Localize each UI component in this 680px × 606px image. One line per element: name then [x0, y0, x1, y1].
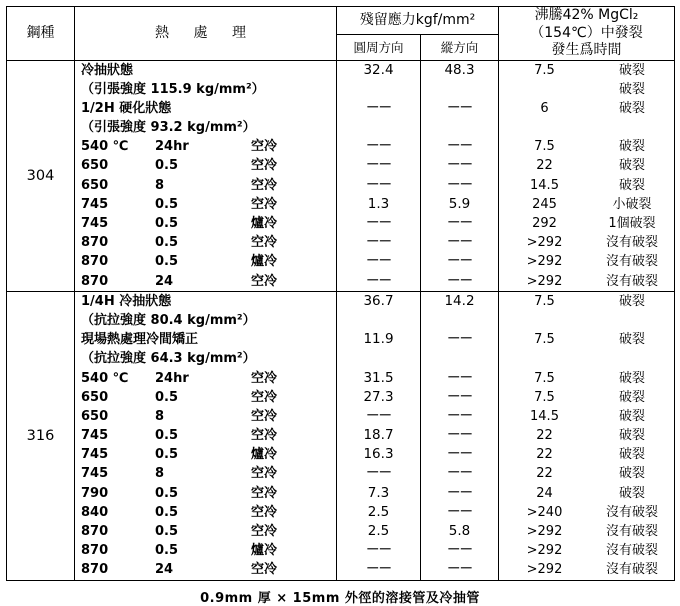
longitudinal-value: －－ — [447, 138, 472, 155]
longitudinal-value: －－ — [447, 484, 472, 501]
crack-time-value: >292 — [526, 524, 563, 539]
treatment-row — [75, 252, 336, 271]
circumferential-value: －－ — [366, 253, 391, 270]
treatment-row: （引張強度 115.9 kg/mm²） — [81, 81, 265, 97]
circumferential-list-304 — [337, 61, 420, 291]
circumferential-value: 2.5 — [367, 523, 390, 539]
circumferential-value: －－ — [366, 234, 391, 251]
crack-result-value: 沒有破裂 — [605, 254, 658, 270]
treatment-time: 0.5 — [155, 504, 179, 520]
longitudinal-value: －－ — [447, 253, 472, 270]
treatment-row — [75, 176, 336, 195]
crack-time-value: 6 — [540, 100, 549, 116]
longitudinal-value: －－ — [447, 272, 472, 289]
treatment-cooling: 空冷 — [251, 504, 278, 520]
treatment-time: 0.5 — [155, 216, 179, 231]
longitudinal-value: －－ — [447, 503, 472, 520]
crack-result-value: 沒有破裂 — [605, 273, 658, 289]
circumferential-value: －－ — [366, 272, 391, 289]
circumferential-value: 27.3 — [363, 388, 394, 405]
treatment-time: 0.5 — [155, 254, 179, 270]
header-mgcl2 — [499, 7, 675, 61]
table-row — [7, 60, 675, 291]
longitudinal-cell-304 — [421, 60, 499, 291]
longitudinal-value: －－ — [447, 446, 472, 463]
treatment-time: 0.5 — [155, 389, 179, 405]
treatment-row — [75, 560, 336, 579]
treatment-temp: 540 ℃ — [81, 370, 129, 386]
longitudinal-value: －－ — [447, 407, 472, 424]
longitudinal-value: －－ — [447, 542, 472, 559]
crack-time-value: 22 — [536, 158, 553, 174]
crack-time-value: >292 — [526, 543, 563, 559]
treatment-time: 0.5 — [155, 447, 179, 463]
treatment-row — [75, 445, 336, 464]
longitudinal-value: －－ — [447, 215, 472, 231]
longitudinal-value — [421, 311, 498, 330]
treatment-row: （抗拉強度 64.3 kg/mm²） — [81, 351, 256, 367]
treatment-cooling: 空冷 — [251, 139, 278, 155]
treatment-temp: 650 — [81, 177, 109, 193]
header-mgcl2-line2: （154℃）中發裂 — [530, 24, 643, 41]
crack-result-value — [590, 349, 674, 368]
crack-result-value: 沒有破裂 — [605, 504, 658, 520]
treatment-row — [75, 214, 336, 233]
treatment-temp: 745 — [81, 447, 109, 463]
crack-result-value: 破裂 — [618, 370, 645, 386]
header-mgcl2-line1: 沸騰42% MgCl₂ — [534, 7, 639, 23]
treatment-time: 0.5 — [155, 485, 179, 501]
time-list-316 — [499, 292, 590, 580]
treatment-temp: 790 — [81, 485, 109, 501]
treatment-cooling: 爐冷 — [251, 447, 278, 463]
circumferential-value: －－ — [366, 157, 391, 174]
crack-result-value: 破裂 — [618, 428, 645, 444]
treatment-cooling: 爐冷 — [251, 543, 278, 559]
treatment-row — [75, 388, 336, 407]
crack-time-value: 7.5 — [534, 370, 555, 386]
circumferential-value: 1.3 — [367, 195, 390, 212]
treatment-row — [75, 426, 336, 445]
treatment-time: 0.5 — [155, 235, 179, 251]
longitudinal-value — [421, 80, 498, 99]
treatment-cooling: 空冷 — [251, 408, 278, 424]
treatment-row — [75, 484, 336, 503]
longitudinal-value: －－ — [447, 157, 472, 174]
crack-time-value: 14.5 — [530, 408, 559, 424]
crack-result-value: 破裂 — [618, 62, 645, 78]
crack-time-value — [499, 311, 590, 330]
crack-result-value: 破裂 — [618, 485, 645, 501]
treatment-time: 24 — [155, 273, 174, 289]
longitudinal-value: 48.3 — [444, 61, 475, 78]
treatment-cooling: 空冷 — [251, 370, 278, 386]
treatment-temp: 650 — [81, 389, 109, 405]
circumferential-value — [337, 311, 420, 330]
crack-time-value: 14.5 — [530, 177, 559, 193]
result-list-304 — [590, 61, 674, 291]
treatment-temp: 650 — [81, 408, 109, 424]
treatment-temp: 745 — [81, 428, 109, 444]
longitudinal-value: 5.9 — [448, 195, 471, 212]
crack-result-value: 破裂 — [618, 332, 645, 348]
longitudinal-value: －－ — [447, 234, 472, 251]
treatment-time: 24 — [155, 562, 174, 578]
treatment-list-304 — [75, 61, 336, 291]
crack-result-value: 沒有破裂 — [605, 543, 658, 559]
circumferential-value: －－ — [366, 215, 391, 231]
crack-time-value: 7.5 — [534, 293, 555, 309]
longitudinal-value: 14.2 — [444, 292, 475, 309]
treatment-cooling: 爐冷 — [251, 254, 278, 270]
crack-time-value — [499, 349, 590, 368]
header-residual-stress: 殘留應力kgf/mm² — [337, 7, 499, 35]
longitudinal-list-316 — [421, 292, 498, 580]
treatment-time: 0.5 — [155, 428, 179, 444]
crack-result-value: 破裂 — [618, 158, 645, 174]
crack-result-value: 破裂 — [618, 389, 645, 405]
treatment-row: 1/2H 硬化狀態 — [81, 100, 172, 116]
treatment-list-316 — [75, 292, 336, 580]
treatment-row — [75, 541, 336, 560]
treatment-cooling: 空冷 — [251, 524, 278, 539]
treatment-row — [75, 233, 336, 252]
circumferential-value: －－ — [366, 99, 391, 116]
circumferential-value: 36.7 — [363, 292, 394, 309]
header-row-top — [7, 7, 675, 35]
treatment-row: 1/4H 冷抽狀態 — [81, 293, 172, 309]
treatment-temp: 870 — [81, 562, 109, 578]
treatment-cooling: 空冷 — [251, 273, 278, 289]
longitudinal-value: －－ — [447, 176, 472, 193]
crack-result-value — [590, 118, 674, 137]
longitudinal-value: 5.8 — [448, 523, 471, 539]
treatment-temp: 745 — [81, 466, 109, 482]
circumferential-value — [337, 80, 420, 99]
circumferential-value: 2.5 — [367, 503, 390, 520]
time-list-304 — [499, 61, 590, 291]
treatment-cooling: 爐冷 — [251, 216, 278, 231]
treatment-cooling: 空冷 — [251, 466, 278, 482]
crack-result-value — [590, 311, 674, 330]
longitudinal-value: －－ — [447, 331, 472, 348]
treatment-cooling: 空冷 — [251, 158, 278, 174]
circumferential-value: 7.3 — [367, 484, 390, 501]
treatment-time: 8 — [155, 408, 165, 424]
crack-result-value: 破裂 — [618, 100, 645, 116]
crack-result-value: 破裂 — [618, 81, 645, 97]
crack-time-value: >292 — [526, 254, 563, 270]
circumferential-value — [337, 118, 420, 137]
treatment-temp: 870 — [81, 543, 109, 559]
mgcl2-cell-304 — [499, 60, 675, 291]
header-treatment: 熱 處 理 — [75, 7, 337, 61]
circumferential-value: 32.4 — [363, 61, 394, 78]
circumferential-value: －－ — [366, 176, 391, 193]
crack-result-value: 小破裂 — [612, 196, 652, 212]
treatment-temp: 870 — [81, 273, 109, 289]
crack-time-value: 22 — [536, 428, 553, 444]
treatment-row — [75, 503, 336, 522]
treatment-row: 現場熱處理冷間矯正 — [81, 332, 199, 348]
treatment-time: 24hr — [155, 139, 189, 155]
crack-result-value: 破裂 — [618, 177, 645, 193]
header-mgcl2-line3: 發生爲時間 — [551, 42, 622, 58]
crack-time-value: 7.5 — [534, 62, 555, 78]
result-list-316 — [590, 292, 674, 580]
treatment-row: 冷抽狀態 — [81, 62, 134, 78]
crack-time-value: 7.5 — [534, 139, 555, 155]
circumferential-value: 31.5 — [363, 369, 394, 386]
circumferential-cell-304 — [337, 60, 421, 291]
treatment-temp: 870 — [81, 254, 109, 270]
treatment-temp: 540 ℃ — [81, 139, 129, 155]
treatment-time: 0.5 — [155, 524, 179, 539]
circumferential-value: －－ — [366, 465, 391, 482]
crack-time-value: >292 — [526, 235, 563, 251]
treatment-temp: 650 — [81, 158, 109, 174]
treatment-row: （抗拉強度 80.4 kg/mm²） — [81, 312, 256, 328]
treatment-row — [75, 407, 336, 426]
longitudinal-value: －－ — [447, 561, 472, 578]
circumferential-list-316 — [337, 292, 420, 580]
longitudinal-value — [421, 118, 498, 137]
longitudinal-value: －－ — [447, 369, 472, 386]
crack-result-value: 破裂 — [618, 447, 645, 463]
circumferential-value: －－ — [366, 542, 391, 559]
treatment-row — [75, 464, 336, 483]
crack-time-value: 7.5 — [534, 389, 555, 405]
circumferential-value: 18.7 — [363, 427, 394, 444]
crack-result-value: 破裂 — [618, 466, 645, 482]
treatment-row — [75, 195, 336, 214]
crack-time-value: >240 — [526, 504, 563, 520]
crack-time-value: 245 — [532, 196, 557, 212]
treatment-cooling: 空冷 — [251, 485, 278, 501]
table-page — [6, 6, 674, 606]
longitudinal-value: －－ — [447, 99, 472, 116]
header-circumferential: 圓周方向 — [337, 35, 421, 60]
treatment-row — [75, 369, 336, 388]
treatment-cell-304 — [75, 60, 337, 291]
treatment-row: （引張強度 93.2 kg/mm²） — [81, 120, 256, 136]
circumferential-value: －－ — [366, 561, 391, 578]
treatment-cooling: 空冷 — [251, 177, 278, 193]
treatment-row — [75, 156, 336, 175]
treatment-row — [75, 522, 336, 541]
crack-result-value: 沒有破裂 — [605, 524, 658, 539]
treatment-row — [75, 272, 336, 291]
grade-cell-304: 304 — [7, 60, 75, 291]
treatment-time: 8 — [155, 466, 165, 482]
crack-time-value: 22 — [536, 447, 553, 463]
treatment-time: 0.5 — [155, 158, 179, 174]
crack-time-value: 24 — [536, 485, 553, 501]
treatment-temp: 870 — [81, 235, 109, 251]
longitudinal-list-304 — [421, 61, 498, 291]
treatment-time: 0.5 — [155, 196, 179, 212]
treatment-temp: 840 — [81, 504, 109, 520]
crack-time-value: 292 — [532, 216, 557, 231]
crack-time-value: >292 — [526, 562, 563, 578]
crack-time-value: >292 — [526, 273, 563, 289]
circumferential-value: －－ — [366, 138, 391, 155]
circumferential-value: 11.9 — [363, 331, 394, 348]
treatment-cooling: 空冷 — [251, 196, 278, 212]
crack-result-value: 破裂 — [618, 408, 645, 424]
treatment-cooling: 空冷 — [251, 235, 278, 251]
circumferential-value — [337, 349, 420, 368]
crack-time-value: 7.5 — [534, 332, 555, 348]
table-header — [7, 7, 675, 61]
crack-result-value: 1個破裂 — [608, 216, 656, 231]
treatment-cooling: 空冷 — [251, 562, 278, 578]
longitudinal-value — [421, 349, 498, 368]
crack-result-value: 沒有破裂 — [605, 562, 658, 578]
treatment-cooling: 空冷 — [251, 428, 278, 444]
header-longitudinal: 縱方向 — [421, 35, 499, 60]
longitudinal-value: －－ — [447, 427, 472, 444]
circumferential-value: －－ — [366, 407, 391, 424]
treatment-temp: 745 — [81, 196, 109, 212]
test-results-table — [6, 6, 675, 581]
crack-result-value: 破裂 — [618, 139, 645, 155]
treatment-row — [75, 137, 336, 156]
treatment-time: 0.5 — [155, 543, 179, 559]
crack-time-value — [499, 118, 590, 137]
longitudinal-value: －－ — [447, 465, 472, 482]
treatment-time: 8 — [155, 177, 165, 193]
grade-cell-316: 316 — [7, 291, 75, 580]
crack-result-value: 破裂 — [618, 293, 645, 309]
crack-result-value: 沒有破裂 — [605, 235, 658, 251]
treatment-time: 24hr — [155, 370, 189, 386]
table-caption: 0.9mm 厚 × 15mm 外徑的溶接管及冷抽管 — [200, 590, 480, 606]
treatment-temp: 745 — [81, 216, 109, 231]
longitudinal-value: －－ — [447, 388, 472, 405]
header-grade: 鋼種 — [7, 7, 75, 61]
treatment-temp: 870 — [81, 524, 109, 539]
table-body — [7, 60, 675, 580]
circumferential-value: 16.3 — [363, 446, 394, 463]
crack-time-value: 22 — [536, 466, 553, 482]
crack-time-value — [499, 80, 590, 99]
treatment-cooling: 空冷 — [251, 389, 278, 405]
